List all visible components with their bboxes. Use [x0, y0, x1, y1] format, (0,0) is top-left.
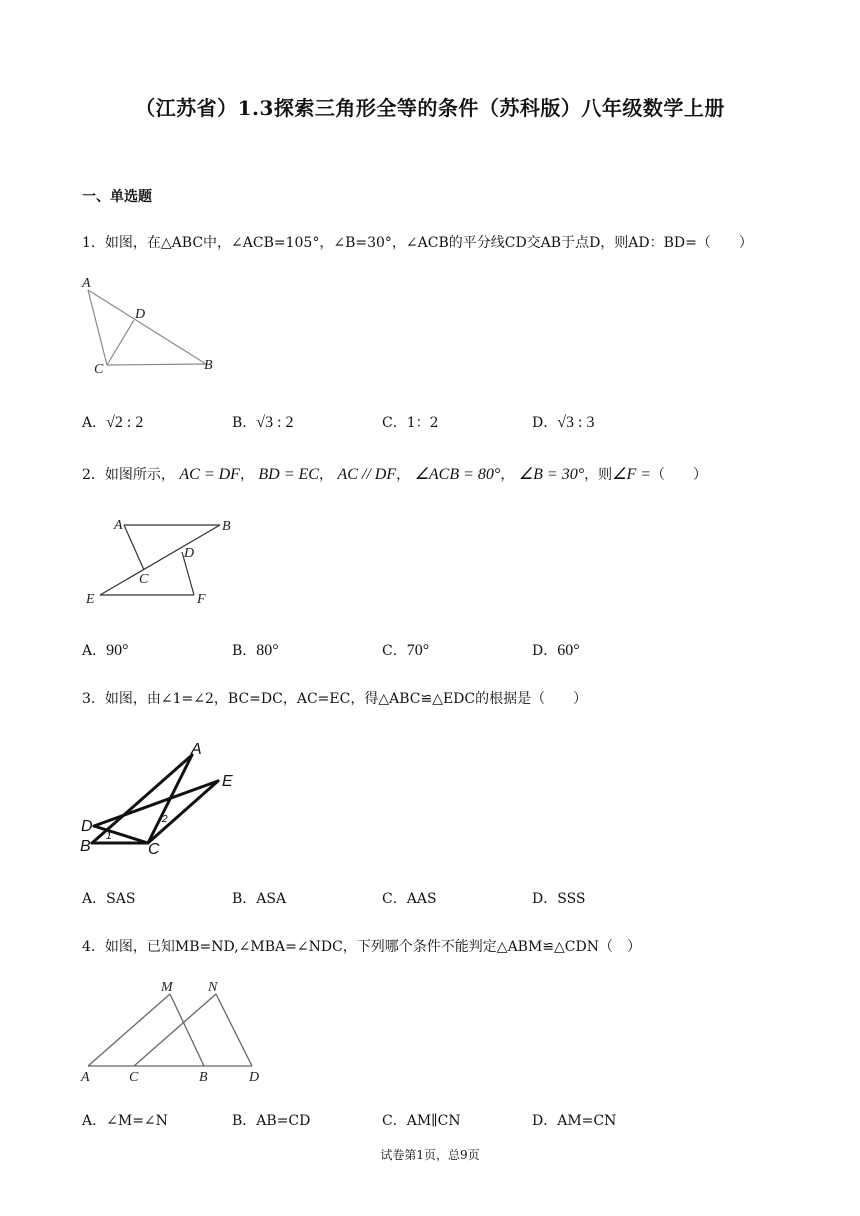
option-letter: D． [532, 415, 558, 431]
stem-math: ∠B = 30° [518, 466, 585, 483]
figure-label-A: A [81, 1070, 90, 1085]
question-2-option-a[interactable] [82, 640, 129, 660]
figure-label-E: E [86, 592, 95, 607]
option-value: 80° [256, 642, 279, 659]
option-letter: C． [382, 415, 407, 431]
option-value: AB=CD [256, 1113, 311, 1129]
question-1-option-c[interactable] [382, 412, 439, 432]
option-letter: B． [232, 1113, 257, 1129]
figure-label-B: B [199, 1070, 208, 1085]
option-value: 90° [106, 642, 129, 659]
figure-label-A: A [82, 276, 91, 291]
option-value: √3 : 3 [557, 414, 595, 431]
question-3-figure [78, 740, 248, 860]
question-4-option-b[interactable] [232, 1110, 310, 1130]
stem-prefix: 2．如图所示， [82, 467, 175, 483]
question-4-figure [78, 978, 278, 1088]
option-value: ∠M=∠N [106, 1113, 168, 1129]
question-2-figure [82, 510, 242, 610]
question-1-option-a[interactable] [82, 412, 143, 432]
option-letter: C． [382, 891, 407, 907]
question-2-option-c[interactable] [382, 640, 429, 660]
option-value: SSS [557, 891, 586, 907]
stem-suffix: （ ） [651, 467, 708, 483]
figure-label-C: C [94, 362, 104, 377]
figure-label-A: A [114, 518, 123, 533]
figure-label-N: N [208, 980, 218, 995]
option-value: ASA [256, 891, 287, 907]
page-footer: 试卷第1页，总9页 [380, 1148, 480, 1162]
figure-label-D: D [135, 307, 146, 322]
option-value: 60° [557, 642, 580, 659]
option-letter: D． [532, 1113, 558, 1129]
stem-math: ∠ACB = 80° [414, 466, 501, 483]
option-letter: A． [82, 415, 107, 431]
option-value: √3 : 2 [256, 414, 294, 431]
page-title: （江苏省）1.3探索三角形全等的条件（苏科版）八年级数学上册 [135, 96, 725, 120]
stem-math: ∠F = [612, 466, 652, 483]
figure-label-B: B [80, 838, 91, 855]
figure-label-D: D [81, 818, 93, 835]
option-letter: C． [382, 1113, 407, 1129]
figure-label-F: F [197, 592, 206, 607]
option-letter: A． [82, 891, 107, 907]
angle-label-1: 1 [106, 831, 112, 842]
question-2-stem: 2．如图所示， AC = DF， BD = EC， AC // DF， ∠ACB = 80°， ∠B = 30°，则∠F =（ ） [82, 466, 708, 483]
option-value: √2 : 2 [106, 414, 144, 431]
option-letter: B． [232, 415, 257, 431]
question-4-option-d[interactable] [532, 1110, 616, 1130]
option-letter: C． [382, 643, 407, 659]
angle-label-2: 2 [162, 814, 168, 825]
question-4-stem: 4．如图，已知MB=ND,∠MBA=∠NDC，下列哪个条件不能判定△ABM≌△CDN（ ） [82, 939, 641, 955]
figure-label-D: D [184, 546, 195, 561]
option-value: SAS [106, 891, 136, 907]
figure-label-B: B [222, 519, 231, 534]
question-2-option-b[interactable] [232, 640, 279, 660]
option-letter: A． [82, 643, 107, 659]
option-letter: D． [532, 643, 558, 659]
option-value: 70° [406, 642, 430, 659]
question-1-option-d[interactable] [532, 412, 594, 432]
option-letter: B． [232, 891, 257, 907]
option-letter: B． [232, 643, 257, 659]
section-heading: 一、单选题 [82, 189, 152, 205]
option-letter: D． [532, 891, 558, 907]
question-1-option-b[interactable] [232, 412, 294, 432]
figure-label-C: C [129, 1070, 139, 1085]
option-letter: A． [82, 1113, 107, 1129]
question-3-option-c[interactable] [382, 888, 437, 908]
figure-label-E: E [222, 773, 233, 790]
figure-label-C: C [148, 841, 160, 858]
question-3-stem: 3．如图，由∠1=∠2，BC=DC，AC=EC，得△ABC≌△EDC的根据是（ ） [82, 691, 588, 707]
question-1-figure [82, 276, 222, 376]
figure-label-C: C [139, 572, 149, 587]
stem-connector: ，则 [584, 467, 613, 483]
stem-math: AC = DF [179, 466, 240, 483]
option-value: AM=CN [557, 1113, 617, 1129]
option-value: AAS [406, 891, 437, 907]
option-value: AM∥CN [406, 1113, 461, 1129]
stem-math: AC // DF [337, 466, 397, 483]
question-3-option-b[interactable] [232, 888, 286, 908]
question-3-option-a[interactable] [82, 888, 135, 908]
question-4-option-a[interactable] [82, 1110, 168, 1130]
stem-math: BD = EC [258, 466, 319, 483]
question-3-option-d[interactable] [532, 888, 586, 908]
figure-label-D: D [249, 1070, 260, 1085]
question-2-option-d[interactable] [532, 640, 580, 660]
option-value: 1：2 [406, 415, 439, 431]
figure-label-A: A [191, 741, 202, 758]
question-1-stem: 1．如图，在△ABC中，∠ACB=105°，∠B=30°，∠ACB的平分线CD交AB于点D，则AD：BD=（ ） [82, 235, 753, 251]
question-4-option-c[interactable] [382, 1110, 461, 1130]
figure-label-M: M [161, 980, 173, 995]
figure-label-B: B [204, 358, 213, 373]
